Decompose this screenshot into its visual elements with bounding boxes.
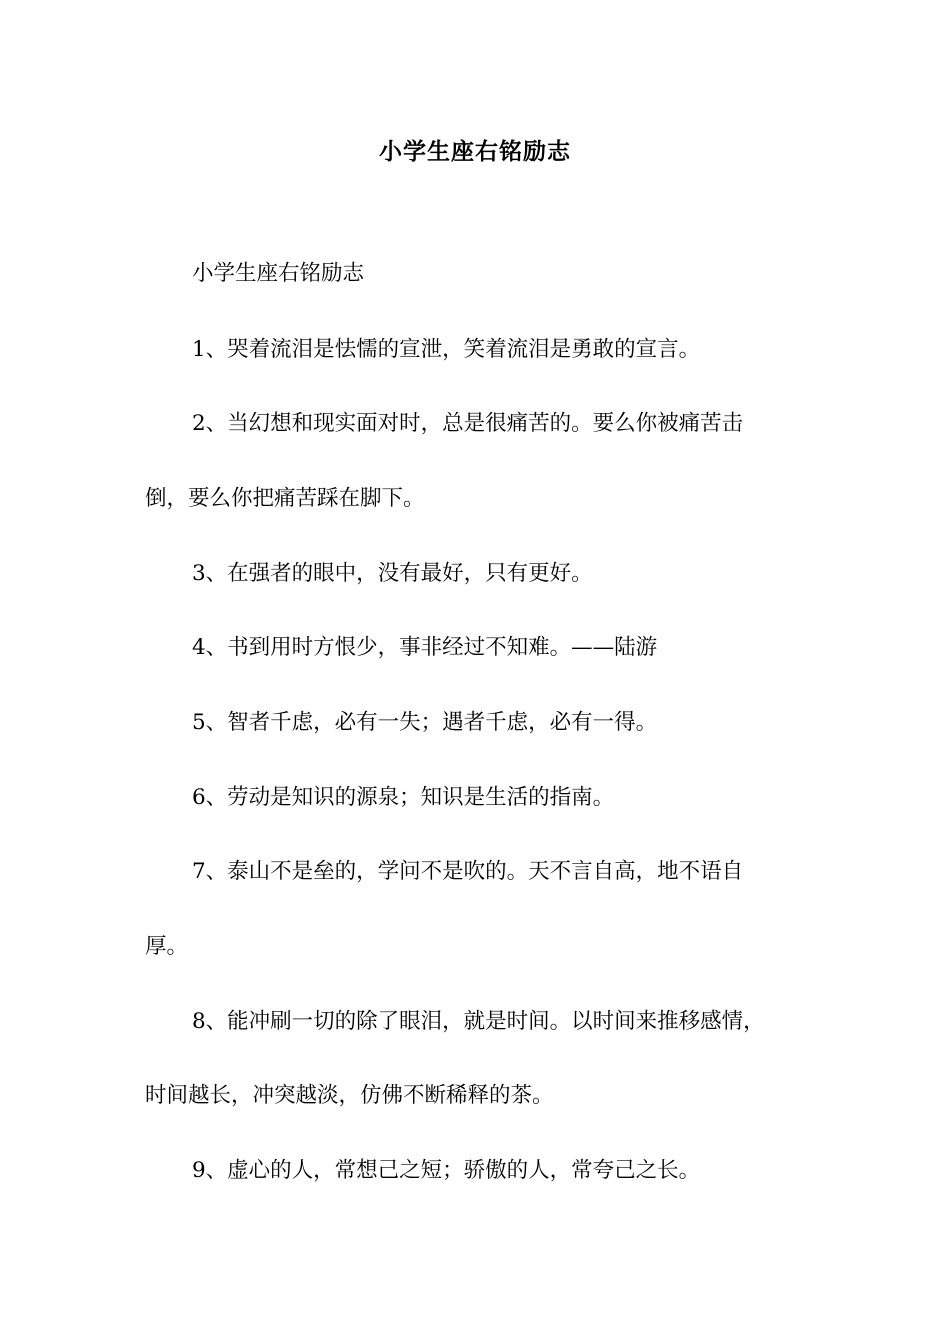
- document-subtitle: 小学生座右铭励志: [192, 261, 365, 286]
- motto-line-7b: 厚。: [145, 934, 189, 959]
- motto-line-5: 5、智者千虑，必有一失；遇者千虑，必有一得。: [192, 710, 658, 735]
- motto-line-6: 6、劳动是知识的源泉；知识是生活的指南。: [192, 785, 615, 810]
- document-title: 小学生座右铭励志: [379, 138, 571, 165]
- motto-line-2b: 倒，要么你把痛苦踩在脚下。: [145, 486, 425, 511]
- motto-line-4: 4、书到用时方恨少，事非经过不知难。——陆游: [192, 635, 658, 660]
- motto-line-8b: 时间越长，冲突越淡，仿佛不断稀释的茶。: [145, 1083, 554, 1108]
- motto-line-8a: 8、能冲刷一切的除了眼泪，就是时间。以时间来推移感情，: [192, 1009, 765, 1034]
- motto-line-1: 1、哭着流泪是怯懦的宣泄，笑着流泪是勇敢的宣言。: [192, 337, 701, 362]
- motto-line-7a: 7、泰山不是垒的，学问不是吹的。天不言自高，地不语自: [192, 859, 744, 884]
- motto-line-3: 3、在强者的眼中，没有最好，只有更好。: [192, 561, 593, 586]
- motto-line-2a: 2、当幻想和现实面对时，总是很痛苦的。要么你被痛苦击: [192, 411, 744, 436]
- motto-line-9: 9、虚心的人，常想己之短；骄傲的人，常夸己之长。: [192, 1158, 701, 1183]
